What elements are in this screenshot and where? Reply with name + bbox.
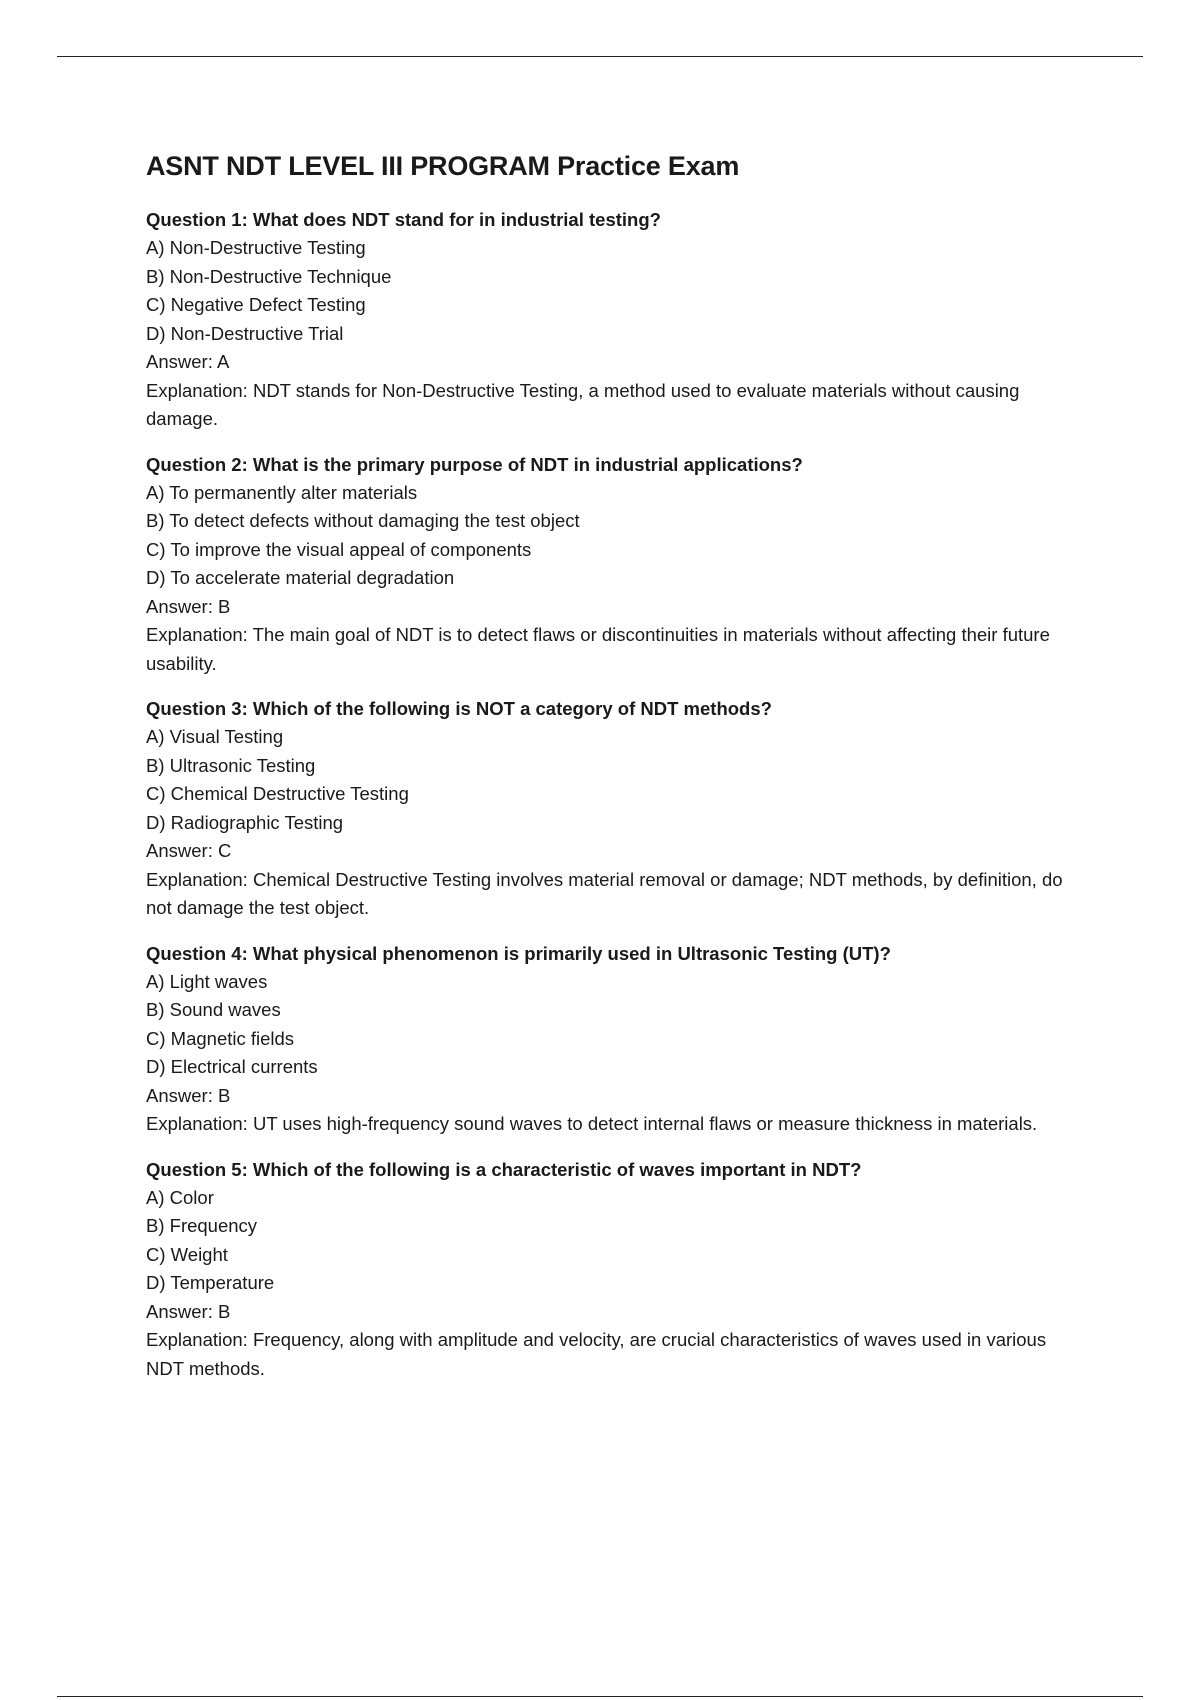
answer-option-c: C) Weight (146, 1243, 228, 1265)
answer-option-b: B) Frequency (146, 1215, 258, 1236)
explanation: Explanation: The main goal of NDT is to detect flaws or discontinuities in materials without affecting their future usability. (146, 624, 1050, 674)
question-block-1 (146, 206, 1086, 434)
answer-option-d: D) To accelerate material degradation (146, 567, 455, 588)
answer-option-c: C) Negative Defect Testing (146, 294, 366, 315)
answer-option-b: B) Ultrasonic Testing (146, 754, 316, 776)
explanation: Explanation: Chemical Destructive Testing involves material removal or damage; NDT methods, by definition, do not damage the test object. (146, 868, 1063, 918)
correct-answer: Answer: B (146, 1084, 231, 1106)
answer-option-d: D) Electrical currents (146, 1056, 318, 1077)
answer-option-a: A) Non-Destructive Testing (146, 237, 366, 258)
answer-option-a: A) Light waves (146, 970, 268, 992)
correct-answer: Answer: B (146, 1300, 231, 1322)
explanation: Explanation: Frequency, along with amplitude and velocity, are crucial characteristics of waves used in various NDT methods. (146, 1329, 1047, 1379)
question-title: Question 5: Which of the following is a characteristic of waves important in NDT? (146, 1158, 862, 1180)
question-title: Question 2: What is the primary purpose of NDT in industrial applications? (146, 453, 803, 475)
answer-option-a: A) Visual Testing (146, 726, 284, 747)
question-block-5 (146, 1156, 1086, 1384)
answer-option-d: D) Temperature (146, 1272, 275, 1293)
question-title: Question 3: Which of the following is NOT a category of NDT methods? (146, 698, 772, 719)
answer-option-d: D) Radiographic Testing (146, 811, 344, 833)
correct-answer: Answer: B (146, 595, 231, 617)
correct-answer: Answer: C (146, 840, 232, 861)
footer-rule (57, 1696, 1143, 1697)
answer-option-b: B) To detect defects without damaging the test object (146, 510, 580, 531)
answer-option-c: C) Magnetic fields (146, 1027, 295, 1049)
header-rule (57, 56, 1143, 57)
answer-option-c: C) To improve the visual appeal of components (146, 538, 532, 560)
question-block-2 (146, 451, 1086, 679)
explanation: Explanation: NDT stands for Non-Destructive Testing, a method used to evaluate materials without causing damage. (146, 379, 1020, 429)
document-title: ASNT NDT LEVEL III PROGRAM Practice Exam (146, 151, 740, 181)
question-block-4 (146, 940, 1086, 1139)
answer-option-a: A) To permanently alter materials (146, 481, 418, 503)
page-content (146, 148, 1086, 1400)
answer-option-a: A) Color (146, 1186, 214, 1208)
question-title: Question 4: What physical phenomenon is primarily used in Ultrasonic Testing (UT)? (146, 942, 891, 964)
correct-answer: Answer: A (146, 351, 230, 372)
question-title: Question 1: What does NDT stand for in industrial testing? (146, 209, 661, 230)
answer-option-d: D) Non-Destructive Trial (146, 322, 344, 344)
answer-option-c: C) Chemical Destructive Testing (146, 783, 409, 804)
question-block-3 (146, 695, 1086, 923)
answer-option-b: B) Sound waves (146, 999, 281, 1020)
explanation: Explanation: UT uses high-frequency sound waves to detect internal flaws or measure thickness in materials. (146, 1113, 1038, 1134)
answer-option-b: B) Non-Destructive Technique (146, 265, 392, 287)
